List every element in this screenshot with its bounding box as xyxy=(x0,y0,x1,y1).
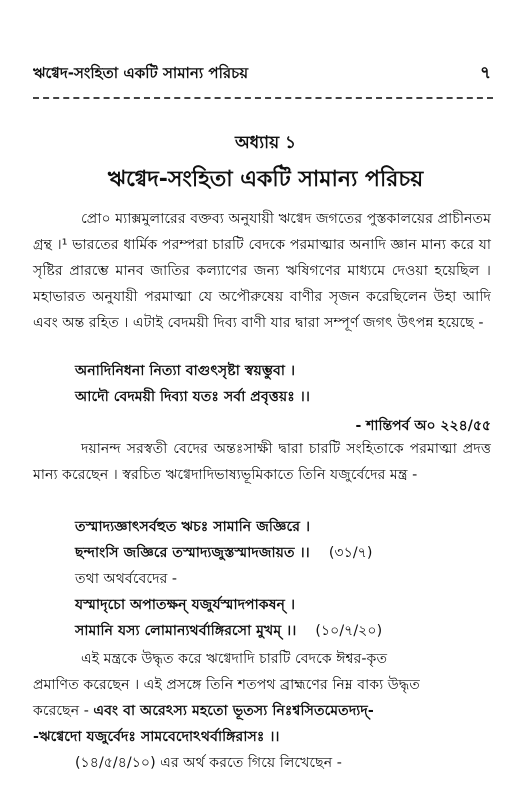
verse-2-line-1: তস্মাদ্যজ্ঞাৎসর্বহুত ঋচঃ সামানি জজ্ঞিরে । xyxy=(75,519,311,535)
verse-1-line-2: আদৌ বেদময়ী দিব্যা যতঃ সর্বা প্রবৃত্তয়ঃ ।। xyxy=(75,389,310,405)
verse-3-line-2-row xyxy=(75,620,382,644)
verse-2-line-2-row xyxy=(75,542,372,566)
paragraph-2: দয়ানন্দ সরস্বতী বেদের অন্তঃসাক্ষী দ্বারা চারটি সংহিতাকে পরমাত্মা প্রদত্ত মান্য করেছেন । স্বরচিত ঋগ্বেদাদিভাষ্যভূমিকাতে তিনি যজুর্বেদের মন্ত্র - xyxy=(33,441,491,483)
verse-3-citation: (১০/৭/২০) xyxy=(315,623,383,639)
running-title: ঋগ্বেদ-সংহিতা একটি সামান্য পরিচয় xyxy=(33,64,249,82)
verse-2-citation: (৩১/৭) xyxy=(328,545,373,561)
page-number: ৭ xyxy=(479,63,491,83)
verse-1-line-1: অনাদিনিধনা নিত্যা বাগুৎসৃষ্টা স্বয়ম্ভুবা । xyxy=(75,363,296,379)
chapter-label: অধ্যায় ১ xyxy=(234,133,297,153)
paragraph-3-line-3-prefix: করেছেন - xyxy=(33,703,94,719)
paragraph-3-line-1: এই মন্ত্রকে উদ্ধৃত করে ঋগ্বেদাদি চারটি বেদকে ঈশ্বর-কৃত xyxy=(81,651,388,667)
paragraph-3-line-5: (১৪/৫/৪/১০) এর অর্থ করতে গিয়ে লিখেছেন - xyxy=(75,755,342,771)
verse-3-line-1: যস্মাদৃচো অপাতক্ষন্ যজুর্যস্মাদপাকষন্ । xyxy=(75,597,296,613)
header-divider xyxy=(33,97,493,99)
atharva-intro: তথা অথর্ববেদের - xyxy=(75,571,178,587)
paragraph-3-line-3 xyxy=(33,700,374,724)
paragraph-3-line-2: প্রমাণিত করেছেন । এই প্রসঙ্গে তিনি শতপথ ব্রাহ্মণের নিম্ন বাক্য উদ্ধৃত xyxy=(33,677,420,693)
verse-1-citation: - শান্তিপর্ব অ০ ২২৪/৫৫ xyxy=(355,418,491,434)
verse-3-line-2: সামানি যস্য লোমান্যথর্বাঙ্গিরসো মুখম্ ।। xyxy=(75,623,297,639)
verse-2-line-2: ছন্দাংসি জজ্ঞিরে তস্মাদ্যজুস্তস্মাদজায়ত ।। xyxy=(75,545,310,561)
paragraph-3-line-3-quote: এবং বা অরেঽস্য মহতো ভূতস্য নিঃশ্বসিতমেতদ্যদ্- xyxy=(93,703,374,719)
paragraph-1: প্রো০ ম্যাক্সমুলারের বক্তব্য অনুযায়ী ঋগ্বেদ জগতের পুস্তকালয়ের প্রাচীনতম গ্রন্থ ।¹ ভারতের ধার্মিক পরম্পরা চারটি বেদকে পরমাত্মার অনাদি জ্ঞান মান্য করে যা সৃষ্টির প্রারম্ভে মানব জাতির কল্যাণের জন্য ঋষিগণের মাধ্যমে দেওয়া হয়েছিল । মহাভারত অনুযায়ী পরমাত্মা যে অপৌরুষেয় বাণীর সৃজন করেছিলেন উহা আদি এবং অন্ত রহিত । এটাই বেদময়ী দিব্য বাণী যার দ্বারা সম্পূর্ণ জগৎ উৎপন্ন হয়েছে - xyxy=(33,211,491,331)
paragraph-3-line-4: -ঋগ্বেদো যজুর্বেদঃ সামবেদোঽথর্বাঙ্গিরাসঃ ।। xyxy=(33,729,280,745)
chapter-title: ঋগ্বেদ-সংহিতা একটি সামান্য পরিচয় xyxy=(107,167,424,192)
